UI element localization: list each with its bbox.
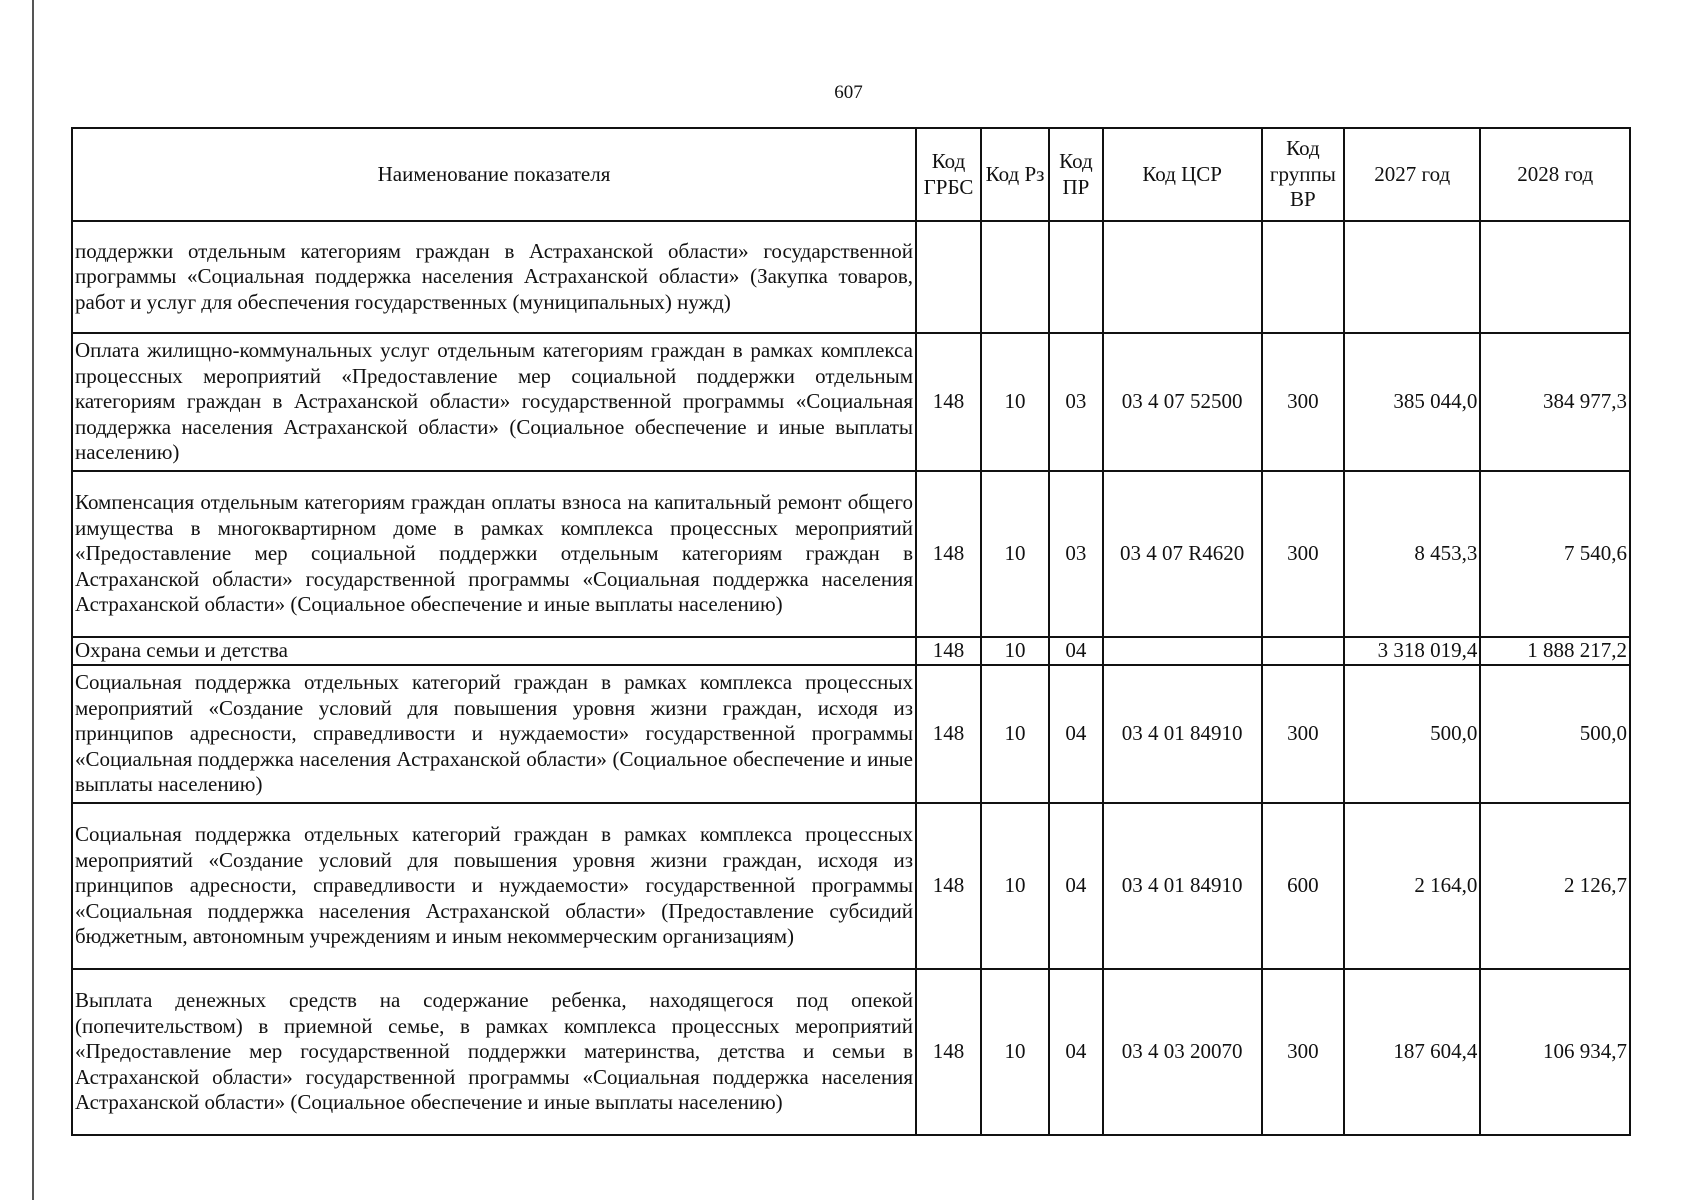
cell-name: Социальная поддержка отдельных категорий граждан в рамках комплекса процессных мероприятий «Создание условий для повышения уровня жизни граждан, исходя из принципов адресности, справедливости и нуждаемости» государственной программы «Социальная поддержка населения Астраханской области» (Предоставление субсидий бюджетным, автономным учреждениям и иным некоммерческим организациям) [72, 803, 916, 969]
cell-pr: 03 [1049, 471, 1103, 637]
table-row [72, 221, 1630, 333]
cell-csr: 03 4 07 52500 [1103, 333, 1262, 471]
cell-pr: 04 [1049, 637, 1103, 665]
cell-grbs: 148 [916, 969, 981, 1135]
cell-vr [1262, 221, 1345, 333]
cell-rz: 10 [981, 471, 1049, 637]
cell-name: Выплата денежных средств на содержание ребенка, находящегося под опекой (попечительством) в приемной семье, в рамках комплекса процессных мероприятий «Предоставление мер государственной поддержки материнства, детства и семьи в Астраханской области» государственной программы «Социальная поддержка населения Астраханской области» (Социальное обеспечение и иные выплаты населению) [72, 969, 916, 1135]
cell-name: Оплата жилищно-коммунальных услуг отдельным категориям граждан в рамках комплекса процессных мероприятий «Предоставление мер социальной поддержки отдельным категориям граждан в Астраханской области» государственной программы «Социальная поддержка населения Астраханской области» (Социальное обеспечение и иные выплаты населению) [72, 333, 916, 471]
table-row [72, 471, 1630, 637]
cell-2028: 500,0 [1480, 665, 1630, 803]
cell-2027: 3 318 019,4 [1344, 637, 1480, 665]
cell-2028: 7 540,6 [1480, 471, 1630, 637]
cell-vr: 300 [1262, 333, 1345, 471]
cell-pr: 04 [1049, 803, 1103, 969]
cell-2027: 8 453,3 [1344, 471, 1480, 637]
cell-csr [1103, 221, 1262, 333]
header-csr: Код ЦСР [1103, 128, 1262, 221]
cell-vr: 300 [1262, 969, 1345, 1135]
header-2027: 2027 год [1344, 128, 1480, 221]
cell-csr: 03 4 03 20070 [1103, 969, 1262, 1135]
cell-name: Компенсация отдельным категориям граждан оплаты взноса на капитальный ремонт общего имущества в многоквартирном доме в рамках комплекса процессных мероприятий «Предоставление мер социальной поддержки отдельным категориям граждан в Астраханской области» государственной программы «Социальная поддержка населения Астраханской области» (Социальное обеспечение и иные выплаты населению) [72, 471, 916, 637]
cell-2028 [1480, 221, 1630, 333]
cell-grbs: 148 [916, 637, 981, 665]
cell-name: Охрана семьи и детства [72, 637, 916, 665]
cell-csr: 03 4 01 84910 [1103, 665, 1262, 803]
table-row [72, 665, 1630, 803]
header-grbs: Код ГРБС [916, 128, 981, 221]
margin-line [32, 0, 34, 1200]
cell-rz: 10 [981, 333, 1049, 471]
cell-name: Социальная поддержка отдельных категорий граждан в рамках комплекса процессных мероприятий «Создание условий для повышения уровня жизни граждан, исходя из принципов адресности, справедливости и нуждаемости» государственной программы «Социальная поддержка населения Астраханской области» (Социальное обеспечение и иные выплаты населению) [72, 665, 916, 803]
cell-grbs: 148 [916, 333, 981, 471]
cell-pr: 04 [1049, 665, 1103, 803]
header-name: Наименование показателя [72, 128, 916, 221]
cell-vr [1262, 637, 1345, 665]
cell-2027: 385 044,0 [1344, 333, 1480, 471]
cell-2027: 187 604,4 [1344, 969, 1480, 1135]
cell-2027: 500,0 [1344, 665, 1480, 803]
cell-grbs: 148 [916, 665, 981, 803]
table-row [72, 333, 1630, 471]
cell-2028: 2 126,7 [1480, 803, 1630, 969]
cell-rz [981, 221, 1049, 333]
cell-csr: 03 4 01 84910 [1103, 803, 1262, 969]
cell-rz: 10 [981, 803, 1049, 969]
header-2028: 2028 год [1480, 128, 1630, 221]
header-pr: Код ПР [1049, 128, 1103, 221]
table-row [72, 969, 1630, 1135]
cell-rz: 10 [981, 665, 1049, 803]
page-number: 607 [834, 82, 863, 103]
cell-grbs [916, 221, 981, 333]
cell-2028: 1 888 217,2 [1480, 637, 1630, 665]
cell-csr [1103, 637, 1262, 665]
cell-pr [1049, 221, 1103, 333]
cell-vr: 300 [1262, 471, 1345, 637]
cell-vr: 300 [1262, 665, 1345, 803]
cell-grbs: 148 [916, 471, 981, 637]
cell-pr: 04 [1049, 969, 1103, 1135]
cell-rz: 10 [981, 637, 1049, 665]
cell-name: поддержки отдельным категориям граждан в Астраханской области» государственной программы «Социальная поддержка населения Астраханской области» (Закупка товаров, работ и услуг для обеспечения государственных (муниципальных) нужд) [72, 221, 916, 333]
cell-2027 [1344, 221, 1480, 333]
cell-pr: 03 [1049, 333, 1103, 471]
cell-2028: 106 934,7 [1480, 969, 1630, 1135]
cell-2027: 2 164,0 [1344, 803, 1480, 969]
cell-grbs: 148 [916, 803, 981, 969]
table-header-row [72, 128, 1630, 221]
cell-csr: 03 4 07 R4620 [1103, 471, 1262, 637]
header-vr: Код группы ВР [1262, 128, 1345, 221]
table-row [72, 803, 1630, 969]
cell-vr: 600 [1262, 803, 1345, 969]
header-rz: Код Рз [981, 128, 1049, 221]
cell-2028: 384 977,3 [1480, 333, 1630, 471]
cell-rz: 10 [981, 969, 1049, 1135]
table-row [72, 637, 1630, 665]
budget-table [71, 127, 1631, 1136]
